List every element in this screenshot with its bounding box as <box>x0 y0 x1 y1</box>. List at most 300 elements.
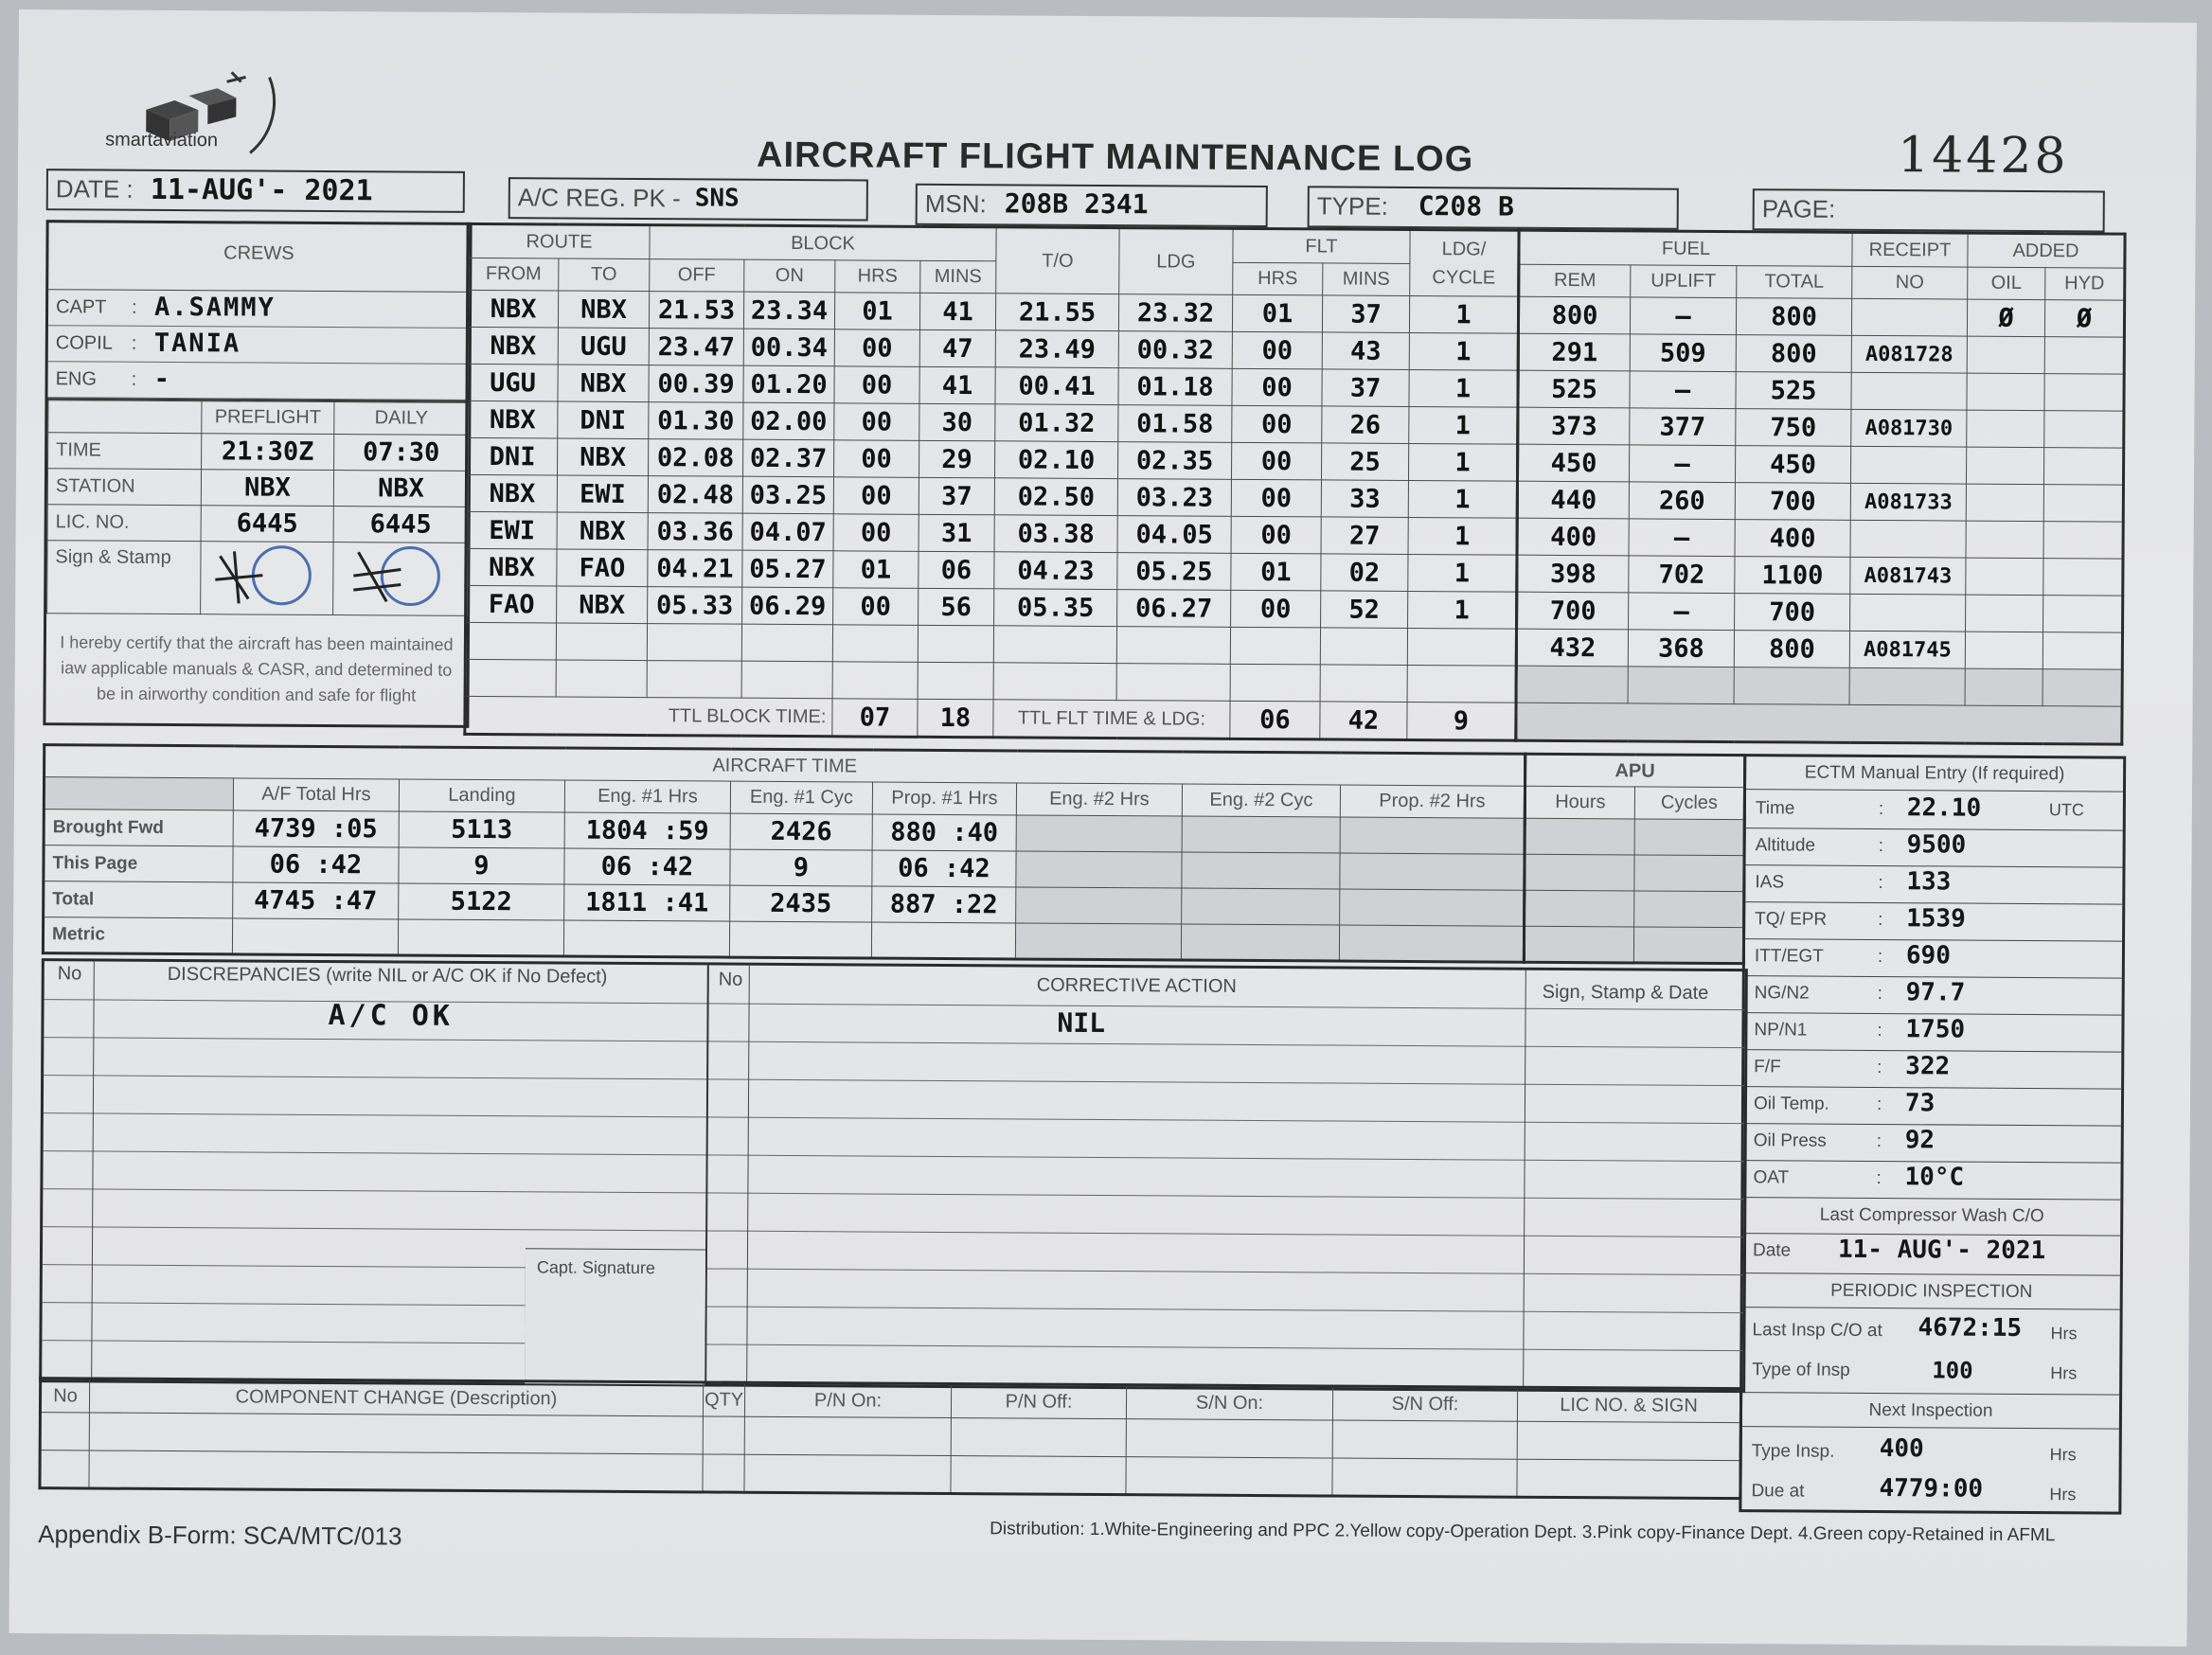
actime-value: 4739 :05 <box>233 810 399 847</box>
flight-bmins-cell: 29 <box>919 440 994 477</box>
disc-no-label: No <box>57 963 82 985</box>
flight-ldg-cell <box>1116 627 1230 665</box>
flight-on-cell: 00.34 <box>743 329 834 366</box>
hrs-unit: Hrs <box>2050 1324 2078 1344</box>
fuel-receipt-cell <box>1850 594 1966 632</box>
fuel-receipt-cell: A081733 <box>1850 483 1966 521</box>
actime-value <box>1016 815 1182 852</box>
actime-col-header: Eng. #2 Hrs <box>1016 783 1182 816</box>
corr-no-label: No <box>718 969 743 990</box>
flight-off-cell: 04.21 <box>648 550 742 588</box>
actime-value: 06 :42 <box>872 850 1016 887</box>
certification-text: I hereby certify that the aircraft has been maintained iaw applicable manuals & CASR, and determined to be in airworthy condition and safe for flight <box>60 632 454 705</box>
crew-row <box>48 289 469 329</box>
flight-fhrs-cell: 00 <box>1231 516 1321 554</box>
fuel-row <box>1517 444 2123 485</box>
fuel-row <box>1517 481 2123 522</box>
ttl-flt-hrs: 06 <box>1230 701 1320 739</box>
ectm-value: 9500 <box>1906 830 1967 860</box>
ectm-value: 22.10 <box>1906 793 1982 823</box>
flight-to_t-cell: 01.32 <box>995 404 1118 442</box>
flight-bmins-cell: 37 <box>919 477 994 514</box>
flight-ldg-cell: 01.18 <box>1118 368 1232 406</box>
fuel-uplift-cell: – <box>1629 445 1735 483</box>
ttl-block-hrs: 07 <box>832 699 918 738</box>
flight-off-cell: 23.47 <box>649 329 743 366</box>
flight-row <box>465 622 1516 666</box>
empty-cell <box>2043 669 2122 707</box>
fuel-receipt-cell: A081745 <box>1849 631 1965 668</box>
flight-cyc-cell: 1 <box>1408 591 1517 629</box>
empty-cell <box>1320 665 1407 703</box>
fuel-rem-cell: 700 <box>1517 592 1629 630</box>
fuel-hyd-cell <box>2044 374 2124 412</box>
actime-value <box>1181 924 1339 961</box>
flight-cyc-cell <box>1407 628 1516 666</box>
fuel-receipt-cell <box>1851 372 1967 410</box>
ectm-label: NP/N1 <box>1754 1020 1808 1041</box>
ldg-header: LDG <box>1119 228 1233 295</box>
fuel-rem-cell: 440 <box>1517 481 1629 519</box>
actime-value <box>1340 853 1525 890</box>
fuel-row <box>1517 555 2123 596</box>
type-field <box>1308 186 1679 229</box>
type-value: C208 B <box>1418 190 1515 222</box>
flight-fmins-cell: 27 <box>1321 517 1408 555</box>
block-header: BLOCK <box>650 225 996 261</box>
ectm-unit: UTC <box>2048 800 2084 820</box>
fuel-hyd-cell <box>2043 559 2123 596</box>
actime-row-label: This Page <box>44 845 233 882</box>
lic-label: LIC. NO. <box>47 505 201 542</box>
last-insp-value: 4672:15 <box>1918 1313 2023 1343</box>
oil-header: OIL <box>1968 267 2045 300</box>
preflight-stamp <box>201 542 333 615</box>
fuel-uplift-cell: – <box>1629 519 1735 557</box>
fuel-total-cell: 700 <box>1735 594 1850 632</box>
ectm-colon: : <box>1876 1094 1882 1115</box>
fuel-uplift-cell: 702 <box>1629 556 1735 594</box>
fuel-uplift-cell: – <box>1629 593 1735 631</box>
actime-value: 1804 :59 <box>564 812 730 849</box>
actime-value <box>398 919 563 956</box>
fuel-oil-cell <box>1966 447 2043 485</box>
flight-on-cell: 01.20 <box>743 365 834 403</box>
flight-off-cell: 00.39 <box>649 365 743 403</box>
date-label: DATE : <box>55 174 134 204</box>
empty-cell <box>832 662 918 700</box>
crew-role-label: ENG <box>55 368 98 390</box>
flight-ldg-cell: 03.23 <box>1117 479 1231 517</box>
flight-on-cell <box>741 624 832 662</box>
flight-ldg-cell: 05.25 <box>1117 553 1231 591</box>
actime-value <box>871 922 1015 959</box>
flight-bhrs-cell: 00 <box>834 403 919 441</box>
ldg-cycle-header: LDG/ CYCLE <box>1410 229 1519 296</box>
actime-value <box>1182 888 1340 925</box>
fuel-oil-cell <box>1966 595 2043 632</box>
crew-name: TANIA <box>153 328 241 359</box>
ectm-value: 133 <box>1906 867 1952 897</box>
flight-row <box>466 511 1517 555</box>
ectm-label: Oil Temp. <box>1753 1094 1829 1114</box>
block-hrs-header: HRS <box>835 260 920 294</box>
crew-row <box>47 361 468 400</box>
flight-bhrs-cell: 00 <box>833 514 919 552</box>
flight-fhrs-cell: 00 <box>1231 442 1321 480</box>
empty-cell <box>1849 667 1965 705</box>
reg-label: A/C REG. PK - <box>517 183 681 213</box>
apu-title: APU <box>1525 754 1745 787</box>
flight-fhrs-cell: 00 <box>1231 479 1321 517</box>
ectm-colon: : <box>1877 1058 1882 1078</box>
station-daily: NBX <box>333 471 468 507</box>
ectm-colon: : <box>1876 1168 1882 1189</box>
fuel-row <box>1518 370 2124 411</box>
flight-on-cell: 02.37 <box>743 439 834 477</box>
flight-cyc-cell: 1 <box>1409 332 1518 370</box>
empty-cell <box>1516 703 2122 744</box>
flight-to-cell: UGU <box>558 328 649 365</box>
route-header: ROUTE <box>468 223 650 258</box>
flight-row <box>465 659 1516 703</box>
ectm-value: 1750 <box>1905 1015 1966 1044</box>
fuel-total-cell: 1100 <box>1735 557 1850 595</box>
type-insp-value: 100 <box>1932 1357 1973 1384</box>
fuel-oil-cell <box>1965 632 2043 669</box>
fuel-rem-cell: 291 <box>1518 333 1630 371</box>
off-header: OFF <box>650 259 744 293</box>
compressor-date: 11- AUG'- 2021 <box>1837 1235 2046 1266</box>
flight-table <box>463 222 1520 742</box>
actime-value <box>1182 816 1340 853</box>
blank-cell <box>48 400 202 434</box>
actime-value: 4745 :47 <box>233 882 399 919</box>
flight-fmins-cell: 25 <box>1321 443 1408 481</box>
fuel-oil-cell <box>1966 484 2043 522</box>
flight-row <box>467 400 1518 444</box>
fuel-hyd-cell <box>2043 448 2123 486</box>
empty-cell <box>918 662 993 699</box>
logo-text: smartaviation <box>105 129 219 151</box>
fuel-receipt-cell <box>1851 298 1967 336</box>
fuel-total-cell: 400 <box>1735 520 1850 558</box>
ectm-label: Oil Press <box>1753 1130 1827 1151</box>
flt-hrs-header: HRS <box>1233 262 1323 295</box>
fuel-uplift-cell: 368 <box>1628 630 1734 667</box>
due-value: 4779:00 <box>1879 1474 1984 1504</box>
time-daily: 07:30 <box>334 435 469 472</box>
corrective-entry: NIL <box>1057 1006 1106 1040</box>
hrs-unit: Hrs <box>2049 1445 2077 1465</box>
fuel-uplift-cell: 509 <box>1630 334 1736 372</box>
fuel-row <box>1517 592 2123 632</box>
flight-bmins-cell <box>918 625 993 662</box>
fuel-receipt-cell <box>1850 520 1966 558</box>
flight-bhrs-cell <box>832 625 918 663</box>
flight-cyc-cell: 1 <box>1408 480 1517 518</box>
flight-fhrs-cell: 00 <box>1232 405 1322 443</box>
flight-from-cell: NBX <box>467 327 558 365</box>
flight-bhrs-cell: 00 <box>834 329 919 367</box>
crews-block <box>43 220 472 728</box>
fuel-uplift-cell: 260 <box>1629 482 1735 520</box>
fuel-oil-cell <box>1966 521 2043 559</box>
flight-bhrs-cell: 00 <box>833 477 919 515</box>
flight-bhrs-cell: 00 <box>833 440 919 478</box>
flight-ldg-cell: 23.32 <box>1118 294 1232 332</box>
lic-daily: 6445 <box>333 507 468 543</box>
actime-value <box>1016 851 1182 888</box>
flight-from-cell: EWI <box>466 511 557 549</box>
actime-col-header: Prop. #1 Hrs <box>872 782 1016 815</box>
fuel-rem-cell: 525 <box>1518 370 1630 408</box>
ectm-colon: : <box>1878 873 1883 894</box>
empty-cell <box>1734 667 1849 705</box>
flight-from-cell: NBX <box>467 290 558 328</box>
page-field <box>1753 188 2105 232</box>
flight-bhrs-cell: 00 <box>833 588 919 626</box>
fuel-rem-cell: 450 <box>1517 444 1629 482</box>
actime-value: 2426 <box>730 813 872 850</box>
ectm-title: ECTM Manual Entry (If required) <box>1804 762 2065 785</box>
ttl-block-mins: 18 <box>918 699 993 737</box>
crew-colon: : <box>131 368 137 390</box>
flight-from-cell: UGU <box>467 364 558 401</box>
crew-colon: : <box>131 332 137 354</box>
stamp-icon <box>210 542 324 609</box>
ectm-value: 322 <box>1905 1052 1951 1081</box>
page-label: PAGE: <box>1761 194 1836 223</box>
ectm-value: 1539 <box>1906 904 1966 934</box>
fuel-rem-cell: 432 <box>1516 629 1628 667</box>
fuel-oil-cell <box>1966 558 2043 596</box>
ectm-label: F/F <box>1754 1057 1781 1077</box>
msn-label: MSN: <box>924 188 987 219</box>
flight-off-cell: 05.33 <box>648 587 742 625</box>
fuel-total-cell: 700 <box>1735 483 1850 521</box>
last-insp-label: Last Insp C/O at <box>1752 1320 1882 1342</box>
fuel-oil-cell: Ø <box>1967 299 2044 337</box>
flight-ldg-cell: 00.32 <box>1118 331 1232 369</box>
flight-bmins-cell: 47 <box>919 329 995 366</box>
time-preflight: 21:30Z <box>202 434 334 471</box>
flight-to_t-cell: 02.50 <box>994 478 1117 516</box>
time-label: TIME <box>48 433 202 470</box>
fuel-hyd-cell <box>2043 632 2122 670</box>
fuel-table <box>1514 229 2126 746</box>
flight-from-cell: NBX <box>466 474 557 512</box>
msn-value: 208B 2341 <box>1004 187 1149 221</box>
daily-header: DAILY <box>334 402 469 436</box>
station-preflight: NBX <box>201 470 333 507</box>
flight-row <box>466 474 1517 518</box>
flight-bhrs-cell: 01 <box>834 293 919 330</box>
flight-bmins-cell: 56 <box>919 588 994 625</box>
fuel-uplift-cell: 377 <box>1630 408 1736 446</box>
component-change-table <box>38 1377 1742 1500</box>
flight-fmins-cell: 52 <box>1321 591 1408 629</box>
fuel-oil-cell <box>1967 410 2044 448</box>
actime-value <box>1339 925 1524 962</box>
capt-signature-label: Capt. Signature <box>536 1257 656 1278</box>
flight-fmins-cell: 37 <box>1322 369 1409 407</box>
actime-row <box>43 917 1524 963</box>
total-header: TOTAL <box>1737 266 1852 299</box>
date-value: 11-AUG'- 2021 <box>150 172 373 208</box>
actime-col-header: Prop. #2 Hrs <box>1340 785 1525 818</box>
ectm-value: 73 <box>1904 1089 1936 1118</box>
ectm-panel <box>1739 754 2126 1514</box>
ttl-flt-mins: 42 <box>1320 702 1407 740</box>
flight-from-cell: NBX <box>467 400 558 438</box>
flight-to_t-cell: 05.35 <box>994 589 1117 627</box>
flight-cyc-cell: 1 <box>1409 369 1518 407</box>
flight-bmins-cell: 41 <box>919 366 995 403</box>
flight-off-cell: 02.08 <box>649 439 743 477</box>
flight-ldg-cell: 06.27 <box>1117 590 1231 628</box>
empty-cell <box>1628 667 1734 704</box>
compressor-date-label: Date <box>1752 1240 1792 1261</box>
flight-on-cell: 02.00 <box>743 402 834 440</box>
flight-ldg-cell: 04.05 <box>1117 516 1231 554</box>
flight-row <box>466 585 1517 629</box>
flight-cyc-cell: 1 <box>1409 443 1518 481</box>
ectm-value: 690 <box>1905 941 1951 970</box>
daily-stamp <box>333 543 468 616</box>
fuel-rem-cell: 398 <box>1517 555 1629 593</box>
log-sheet <box>9 9 2197 1646</box>
apu-hours-header: Hours <box>1525 786 1634 819</box>
flight-to_t-cell: 02.10 <box>994 441 1117 479</box>
flight-to-cell: EWI <box>557 475 648 513</box>
empty-cell <box>1230 664 1320 702</box>
ttl-flt-label: TTL FLT TIME & LDG: <box>993 700 1230 739</box>
serial-number: 14428 <box>1897 127 2069 186</box>
ectm-colon: : <box>1877 947 1883 968</box>
fuel-hyd-cell <box>2043 522 2123 560</box>
flt-header: FLT <box>1233 228 1410 263</box>
actime-value: 06 :42 <box>233 846 399 883</box>
fuel-row <box>1516 629 2122 669</box>
ectm-colon: : <box>1877 984 1883 1005</box>
station-label: STATION <box>47 469 201 506</box>
flight-cyc-cell: 1 <box>1408 517 1517 555</box>
actime-row-label: Brought Fwd <box>44 810 233 846</box>
preflight-header: PREFLIGHT <box>202 401 334 435</box>
fuel-oil-cell <box>1967 373 2044 411</box>
actime-value <box>1016 887 1182 924</box>
hrs-unit: Hrs <box>2049 1485 2077 1504</box>
periodic-title: PERIODIC INSPECTION <box>1830 1280 2033 1303</box>
flight-bmins-cell: 06 <box>919 551 994 588</box>
date-field <box>46 169 465 213</box>
flight-fmins-cell: 33 <box>1321 480 1408 518</box>
ectm-colon: : <box>1878 836 1883 857</box>
qty-header: QTY <box>703 1382 744 1416</box>
ectm-colon: : <box>1878 799 1884 820</box>
flight-from-cell: FAO <box>466 585 557 623</box>
ectm-value: 92 <box>1904 1126 1936 1155</box>
actime-value: 06 :42 <box>564 848 730 885</box>
flight-to_t-cell: 04.23 <box>994 552 1117 590</box>
flight-bhrs-cell: 01 <box>833 551 919 589</box>
fuel-total-cell: 800 <box>1736 298 1851 336</box>
actime-value: 5113 <box>399 811 564 848</box>
ectm-label: OAT <box>1753 1167 1790 1188</box>
from-header: FROM <box>468 258 559 291</box>
actime-value: 5122 <box>399 883 564 920</box>
flight-to_t-cell: 23.49 <box>995 330 1118 368</box>
empty-cell <box>1407 665 1516 703</box>
block-mins-header: MINS <box>920 260 996 293</box>
fuel-row <box>1517 518 2123 559</box>
lic-sign-header: LIC NO. & SIGN <box>1517 1387 1740 1422</box>
flight-fmins-cell: 43 <box>1322 332 1409 370</box>
flight-off-cell: 21.53 <box>649 292 743 329</box>
flight-to-cell: FAO <box>557 549 648 587</box>
flight-on-cell: 06.29 <box>742 587 833 625</box>
actime-value <box>729 921 871 958</box>
fuel-total-cell: 800 <box>1736 335 1851 373</box>
corrective-title: CORRECTIVE ACTION <box>1036 974 1237 997</box>
receipt-header: RECEIPT <box>1852 232 1968 267</box>
flight-row <box>467 327 1518 370</box>
msn-field <box>916 184 1268 227</box>
ectm-value: 10°C <box>1904 1163 1965 1192</box>
flight-to-cell <box>556 623 647 661</box>
flight-bhrs-cell: 00 <box>834 366 919 404</box>
flight-to_t-cell: 03.38 <box>994 515 1117 553</box>
actime-value <box>232 918 398 955</box>
fuel-oil-cell <box>1967 336 2044 374</box>
flight-off-cell <box>647 624 741 662</box>
flight-row <box>467 364 1518 407</box>
flight-cyc-cell: 1 <box>1409 406 1518 444</box>
fuel-uplift-cell: – <box>1630 297 1736 335</box>
flt-mins-header: MINS <box>1323 263 1410 296</box>
on-header: ON <box>744 259 835 293</box>
empty-cell <box>647 661 741 699</box>
crew-role-label: CAPT <box>56 296 107 318</box>
flight-cyc-cell: 1 <box>1408 554 1517 592</box>
fuel-uplift-cell: – <box>1630 371 1736 409</box>
type-label: TYPE: <box>1316 191 1388 221</box>
fuel-rem-cell: 373 <box>1518 407 1630 445</box>
flight-from-cell: DNI <box>467 437 558 475</box>
empty-cell <box>1116 664 1230 702</box>
actime-col-header: Eng. #1 Cyc <box>730 781 872 814</box>
totals-row <box>465 696 1516 740</box>
empty-cell <box>556 660 647 698</box>
sn-off-header: S/N Off: <box>1332 1386 1517 1421</box>
flight-fhrs-cell <box>1230 627 1320 665</box>
flight-from-cell: NBX <box>466 548 557 586</box>
actime-col-header: A/F Total Hrs <box>233 778 399 811</box>
actime-value: 2435 <box>730 885 872 922</box>
fuel-header: FUEL <box>1519 230 1852 266</box>
flight-on-cell: 23.34 <box>743 292 834 329</box>
fuel-row <box>1518 333 2124 374</box>
actime-value <box>1340 817 1525 854</box>
flight-to-cell: NBX <box>558 291 649 329</box>
empty-cell <box>1516 666 1628 703</box>
actime-col-header: Eng. #2 Cyc <box>1182 784 1340 817</box>
to-route-header: TO <box>559 258 650 292</box>
actime-value: 887 :22 <box>872 886 1016 923</box>
actime-value: 9 <box>730 849 872 886</box>
crew-name: A.SAMMY <box>153 292 276 323</box>
